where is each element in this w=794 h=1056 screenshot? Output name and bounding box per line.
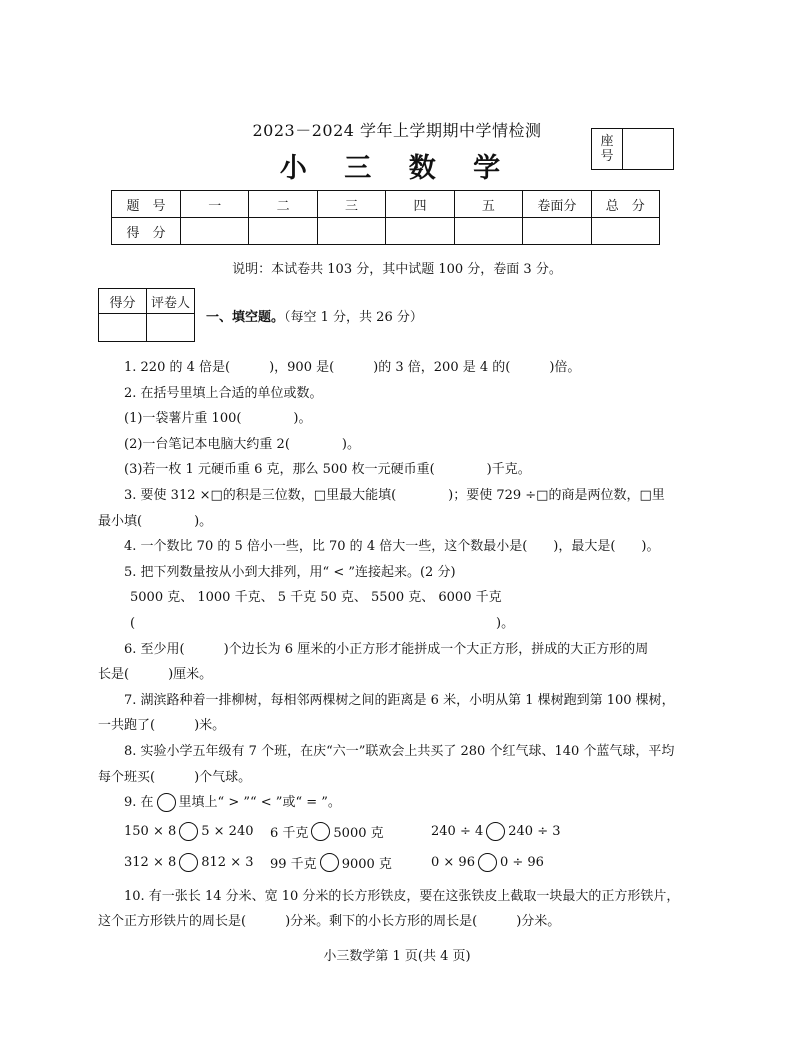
grader-table [98, 288, 195, 342]
score-table-score-row [112, 218, 660, 245]
compare-circle-input[interactable] [486, 822, 505, 841]
question-2-1: (1)一袋薯片重 100( )。 [124, 411, 312, 427]
compare-circle-input[interactable] [179, 822, 198, 841]
question-5-items: 5000 克、 1000 千克、 5 千克 50 克、 5500 克、 6000 千克 [130, 590, 502, 606]
compare-right: 5000 克 [333, 825, 384, 841]
section-title [206, 306, 423, 325]
compare-left: 240 ÷ 4 [431, 823, 484, 839]
question-3-line-1: 3. 要使 312 ×□的积是三位数，□里最大能填( )；要使 729 ÷□的商是两位数，□里 [124, 487, 665, 503]
question-8-line-1: 8. 实验小学五年级有 7 个班，在庆“六一”联欢会上共买了 280 个红气球、140 个蓝气球，平均 [124, 743, 675, 759]
question-3-line-2: 最小填( )。 [98, 513, 213, 529]
question-2-3: (3)若一枚 1 元硬币重 6 克，那么 500 枚一元硬币重( )千克。 [124, 462, 531, 478]
compare-row-2 [98, 847, 678, 878]
compare-circle-input[interactable] [179, 853, 198, 872]
question-5-answer-line[interactable] [98, 611, 678, 637]
score-header-cell: 卷面分 [523, 191, 591, 218]
score-cell[interactable] [317, 218, 385, 245]
exam-header-title: 2023－2024 学年上学期期中学情检测 [252, 121, 542, 140]
seat-label-char-2: 号 [600, 149, 614, 164]
grader-score-label: 得分 [99, 289, 147, 314]
seat-number-box [591, 128, 674, 170]
score-header-cell: 二 [249, 191, 317, 218]
circle-icon [157, 793, 176, 812]
score-header-cell: 总 分 [591, 191, 659, 218]
seat-label-char-1: 座 [600, 134, 614, 149]
exam-instructions: 说明：本试卷共 103 分，其中试题 100 分，卷面 3 分。 [232, 262, 562, 277]
compare-circle-input[interactable] [311, 822, 330, 841]
score-table-header-row [112, 191, 660, 218]
answer-close-paren: )。 [496, 615, 515, 631]
score-header-cell: 四 [386, 191, 454, 218]
question-7-line-1: 7. 湖滨路种着一排柳树，每相邻两棵树之间的距离是 6 米，小明从第 1 棵树跑到第 100 棵树， [124, 692, 675, 708]
compare-item [431, 822, 561, 841]
question-10-line-1: 10. 有一张长 14 分米、宽 10 分米的长方形铁皮，要在这张铁皮上截取一块最大的正方形铁片， [124, 888, 680, 904]
section-description: （每空 1 分，共 26 分） [284, 310, 423, 325]
score-header-cell: 题 号 [112, 191, 181, 218]
question-5: 5. 把下列数量按从小到大排列，用“ < ”连接起来。(2 分) [124, 564, 456, 580]
question-7-line-2: 一共跑了( )米。 [98, 718, 226, 734]
score-cell[interactable] [591, 218, 659, 245]
question-6-line-1: 6. 至少用( )个边长为 6 厘米的小正方形才能拼成一个大正方形，拼成的大正方形的周 [124, 641, 649, 657]
score-cell[interactable] [249, 218, 317, 245]
grader-score-cell[interactable] [99, 314, 147, 342]
seat-number-label [592, 129, 623, 169]
question-8-line-2: 每个班买( )个气球。 [98, 769, 252, 785]
question-6-line-2: 长是( )厘米。 [98, 667, 213, 683]
compare-left: 150 × 8 [124, 823, 177, 839]
score-row-label: 得 分 [112, 218, 181, 245]
compare-right: 812 × 3 [201, 854, 254, 870]
question-1: 1. 220 的 4 倍是( )，900 是( )的 3 倍，200 是 4 的( )倍。 [124, 360, 581, 375]
compare-right: 9000 克 [341, 856, 392, 872]
question-10-line-2: 这个正方形铁片的周长是( )分米。剩下的小长方形的周长是( )分米。 [98, 914, 561, 930]
compare-left: 312 × 8 [124, 854, 177, 870]
score-table [111, 190, 660, 245]
compare-item [124, 853, 270, 872]
compare-circle-input[interactable] [320, 853, 339, 872]
compare-item [124, 822, 270, 841]
grader-name-label: 评卷人 [147, 289, 195, 314]
exam-subject-title: 小 三 数 学 [279, 153, 515, 184]
section-heading: 一、填空题。 [206, 310, 285, 325]
score-cell[interactable] [386, 218, 454, 245]
compare-right: 5 × 240 [201, 823, 254, 839]
question-9-suffix: 里填上“ > ”“ < ”或“ = ”。 [178, 795, 341, 811]
question-2-2: (2)一台笔记本电脑大约重 2( )。 [124, 436, 360, 452]
question-9-prefix: 9. 在 [124, 795, 154, 811]
compare-item [270, 853, 431, 872]
compare-circle-input[interactable] [478, 853, 497, 872]
question-9 [98, 790, 678, 816]
score-header-cell: 五 [454, 191, 522, 218]
page-footer: 小三数学第 1 页(共 4 页) [323, 949, 471, 964]
score-cell[interactable] [523, 218, 591, 245]
score-cell[interactable] [454, 218, 522, 245]
question-2: 2. 在括号里填上合适的单位或数。 [124, 385, 323, 401]
score-header-cell: 三 [317, 191, 385, 218]
compare-right: 240 ÷ 3 [508, 823, 561, 839]
compare-item [270, 822, 431, 841]
question-4: 4. 一个数比 70 的 5 倍小一些，比 70 的 4 倍大一些，这个数最小是( )，最大是( )。 [124, 539, 660, 555]
compare-left: 0 × 96 [431, 854, 475, 870]
seat-number-field[interactable] [623, 129, 673, 169]
compare-row-1 [98, 816, 678, 847]
answer-open-paren: ( [130, 615, 136, 631]
compare-left: 99 千克 [270, 856, 317, 872]
question-list [98, 355, 678, 935]
grader-name-cell[interactable] [147, 314, 195, 342]
compare-right: 0 ÷ 96 [499, 854, 544, 870]
compare-item [431, 853, 544, 872]
score-cell[interactable] [181, 218, 249, 245]
score-header-cell: 一 [181, 191, 249, 218]
compare-left: 6 千克 [270, 825, 309, 841]
